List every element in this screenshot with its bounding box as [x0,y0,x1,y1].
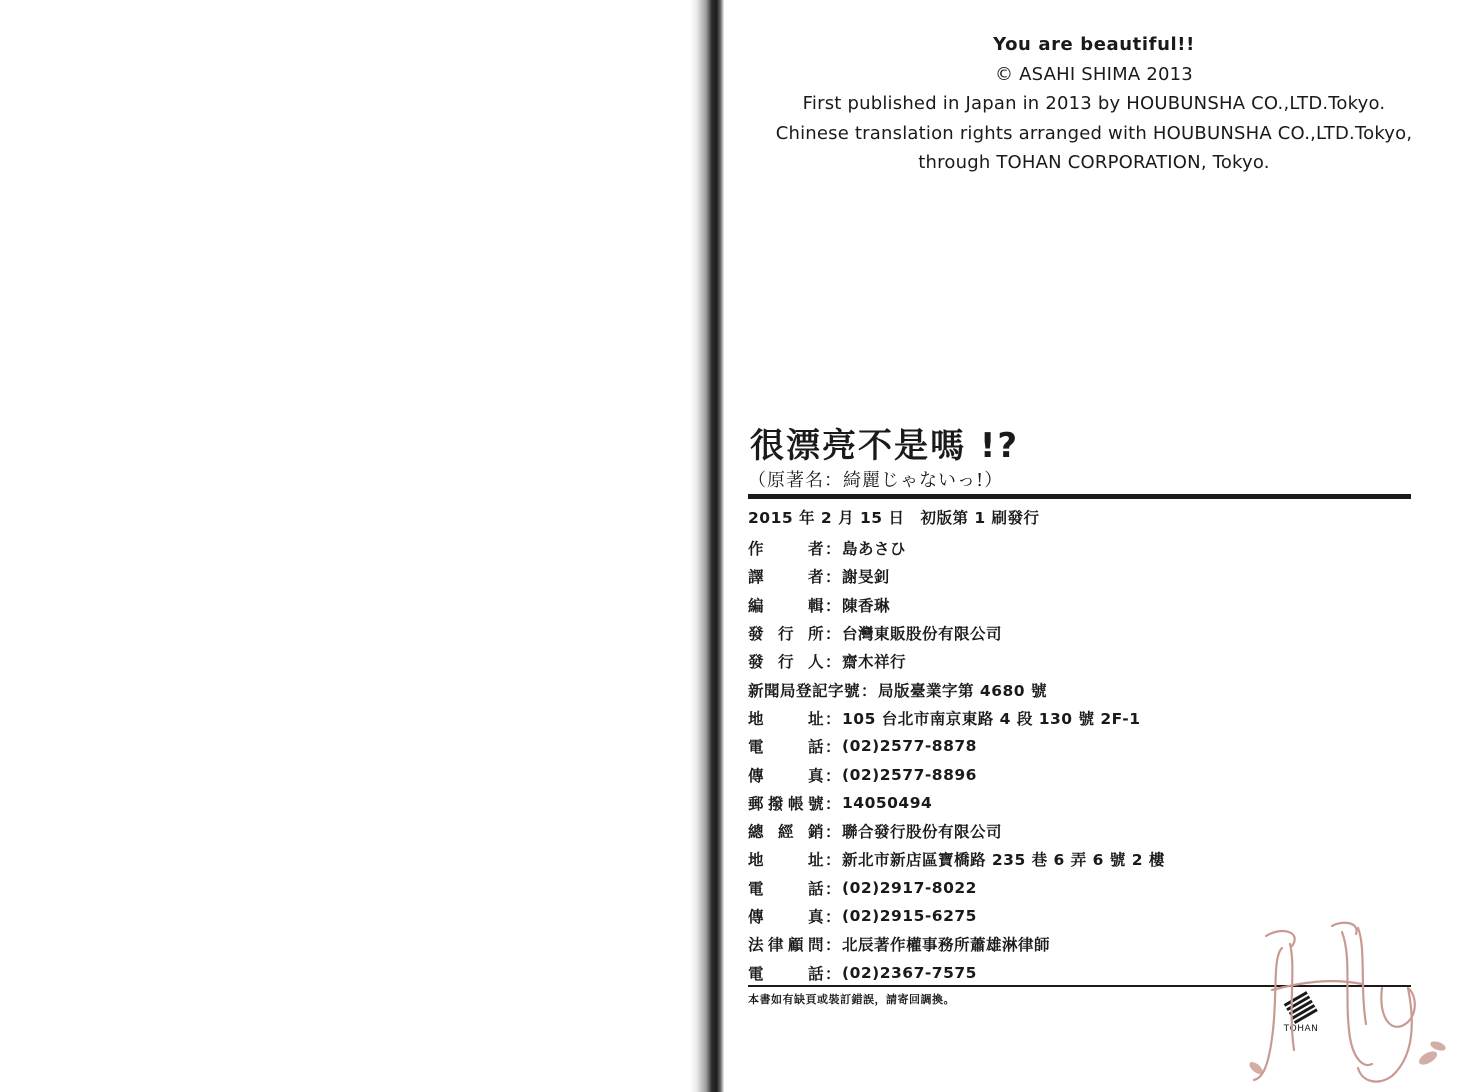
colophon-row-phone-2 [748,874,1165,902]
title-divider [748,494,1411,499]
english-title: You are beautiful!! [993,34,1195,55]
tohan-logo-text: TOHAN [1283,1024,1319,1034]
left-blank-page [0,0,700,1092]
colophon-label: 總經銷 [748,823,824,842]
return-notice: 本書如有缺頁或裝訂錯誤，請寄回調換。 [748,993,955,1006]
colophon-value: 局版臺業字第 4680 號 [878,681,1047,700]
colophon-value: (02)2915-6275 [842,907,977,925]
colophon-row-fax-2 [748,902,1165,930]
colophon-label: 發行人 [748,653,824,672]
colophon-label: 編 輯 [748,596,824,615]
colophon-row-distributor [748,817,1165,845]
colophon-value: 105 台北市南京東路 4 段 130 號 2F-1 [842,709,1141,728]
colophon-colon: ： [824,596,841,615]
colophon-value: 14050494 [842,793,933,812]
colophon-row-author [748,534,1165,562]
colophon-row-phone-1 [748,732,1165,760]
colophon-colon: ： [824,653,841,672]
colophon-label: 郵撥帳號 [748,794,824,813]
book-spine-gutter [690,0,724,1092]
colophon-row-postal-account [748,789,1165,817]
english-credits-block [724,30,1460,178]
colophon-label: 作 者 [748,540,824,559]
colophon-label: 發行所 [748,625,824,644]
colophon-colon: ： [824,908,841,926]
colophon-value: 陳香琳 [842,596,891,615]
colophon-colon: ： [824,766,841,785]
colophon-label: 譯 者 [748,568,824,587]
colophon-label: 法律顧問 [748,936,824,955]
colophon-value: (02)2917-8022 [842,878,977,897]
edition-line: 2015 年 2 月 15 日 初版第 1 刷發行 [748,509,1040,527]
colophon-label: 電 話 [748,738,824,757]
colophon-row-editor [748,591,1165,619]
colophon-label: 電 話 [748,879,824,898]
chinese-title: 很漂亮不是嗎 !? [750,426,1020,466]
colophon-row-publisher [748,619,1165,647]
colophon-row-issuer [748,647,1165,675]
colophon-colon: ： [824,936,841,955]
agency-line: through TOHAN CORPORATION, Tokyo. [918,152,1270,173]
colophon-row-translator [748,562,1165,590]
colophon-value: 台灣東販股份有限公司 [842,625,1003,644]
colophon-value: 聯合發行股份有限公司 [842,823,1003,842]
colophon-label: 傳 真 [748,766,824,785]
colophon-value: 齋木祥行 [842,653,907,672]
colophon-colon: ： [861,681,878,700]
colophon-colon: ： [824,738,841,757]
colophon-label: 新聞局登記字號 [748,681,861,700]
colophon-value: 島あさひ [842,540,907,559]
colophon-value: 北辰著作權事務所蕭雄淋律師 [842,936,1051,955]
colophon-value: (02)2577-8896 [842,765,977,784]
translation-rights-line: Chinese translation rights arranged with HOUBUNSHA CO.,LTD.Tokyo, [775,122,1413,144]
colophon-label: 地 址 [748,709,824,728]
colophon-colon: ： [824,568,841,587]
colophon-row-registration [748,675,1165,703]
colophon-colon: ： [824,794,841,813]
colophon-label: 電 話 [748,964,824,983]
colophon-label: 地 址 [748,851,824,870]
colophon-row-legal-counsel [748,930,1165,958]
first-published-line: First published in Japan in 2013 by HOUBUNSHA CO.,LTD.Tokyo. [802,93,1386,114]
colophon-row-fax-1 [748,760,1165,788]
colophon-colon: ： [824,823,841,842]
original-title: （原著名：綺麗じゃないっ!） [748,470,1004,491]
colophon-value: (02)2577-8878 [842,737,977,756]
colophon-colon: ： [824,625,841,644]
colophon-value: 新北市新店區寶橋路 235 巷 6 弄 6 號 2 樓 [842,851,1165,870]
copyright-line: © ASAHI SHIMA 2013 [995,63,1193,85]
colophon-label: 傳 真 [748,908,824,926]
colophon-colon: ： [824,851,841,870]
colophon-colon: ： [824,964,841,983]
hy-monogram-watermark [1232,918,1454,1086]
colophon-value: (02)2367-7575 [842,963,977,982]
colophon-value: 謝旻釗 [842,568,891,587]
colophon-colon: ： [824,540,841,559]
colophon-colon: ： [824,709,841,728]
colophon-row-address-1 [748,704,1165,732]
colophon-list [748,534,1165,987]
colophon-row-address-2 [748,845,1165,873]
colophon-colon: ： [824,879,841,898]
colophon-row-phone-3 [748,958,1165,986]
